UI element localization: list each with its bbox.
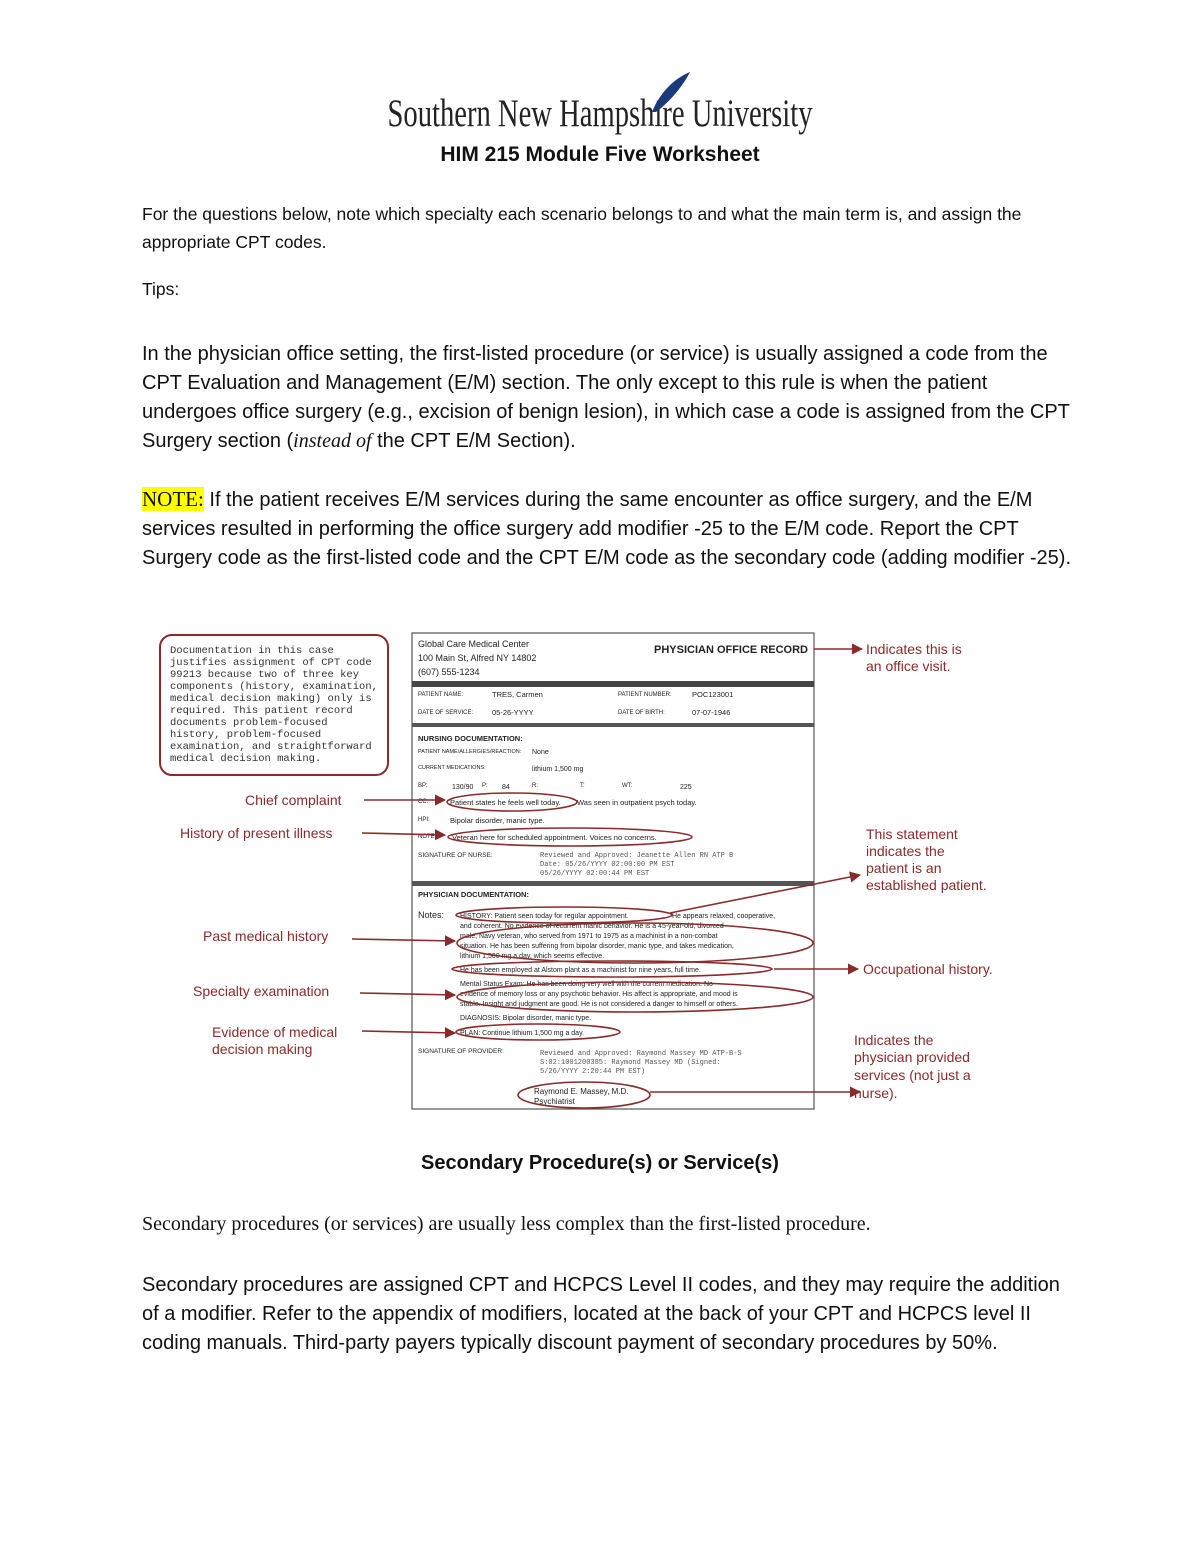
exam-line: stable. Insight and judgment are good. He is not considered a danger to himself or others. bbox=[460, 1001, 738, 1008]
record-phone: (607) 555-1234 bbox=[418, 667, 480, 677]
rule-text-2: the CPT E/M Section). bbox=[371, 430, 576, 452]
callout-line: components (history, examination, bbox=[170, 681, 378, 693]
university-name: Southern New Hampshire University bbox=[387, 92, 813, 135]
physician-office-record-figure bbox=[140, 625, 1040, 1115]
record-org: Global Care Medical Center bbox=[418, 639, 530, 649]
rule-italic: instead of bbox=[293, 430, 372, 452]
provider-name: Raymond E. Massey, M.D. bbox=[534, 1087, 629, 1096]
history-circled: HISTORY: Patient seen today for regular appointment. bbox=[460, 913, 629, 920]
callout-text bbox=[170, 645, 378, 765]
pmh-line: lithium 1,500 mg a day, which seems effective. bbox=[460, 953, 605, 960]
notes-circled: Veteran here for scheduled appointment. Voices no concerns. bbox=[452, 833, 657, 842]
sig-nurse-line: Reviewed and Approved: Jeanette Allen RN ATP B bbox=[540, 852, 734, 860]
hpi-value: Bipolar disorder, manic type. bbox=[450, 816, 545, 825]
label-pmh: Past medical history bbox=[203, 928, 329, 944]
callout-line: examination, and straightforward bbox=[170, 741, 372, 753]
callout-line: 99213 because two of three key bbox=[170, 669, 360, 681]
phys-notes-label: Notes: bbox=[418, 910, 445, 920]
header-bar bbox=[412, 681, 814, 687]
plan-circled: PLAN: Continue lithium 1,500 mg a day. bbox=[460, 1030, 584, 1037]
label-chief-complaint: Chief complaint bbox=[245, 792, 342, 808]
rule-paragraph bbox=[142, 340, 1072, 456]
university-logo bbox=[0, 70, 1200, 136]
callout-line: Documentation in this case bbox=[170, 645, 334, 657]
date-value: 05-26-YYYY bbox=[492, 708, 534, 717]
label-est-1: This statement bbox=[866, 826, 958, 842]
p-value: 84 bbox=[502, 784, 510, 791]
physician-bar bbox=[412, 881, 814, 886]
label-occ: Occupational history. bbox=[863, 961, 993, 977]
worksheet-title: HIM 215 Module Five Worksheet bbox=[440, 143, 760, 166]
sig-provider-label: SIGNATURE OF PROVIDER: bbox=[418, 1048, 504, 1055]
provider-title: Psychiatrist bbox=[534, 1097, 575, 1106]
record-address: 100 Main St, Alfred NY 14802 bbox=[418, 653, 537, 663]
label-est-4: established patient. bbox=[866, 877, 987, 893]
patient-name: TRES, Carmen bbox=[492, 690, 543, 699]
history-rest: He appears relaxed, cooperative, bbox=[672, 913, 776, 920]
label-office-2: an office visit. bbox=[866, 658, 951, 674]
rule-text-1: In the physician office setting, the first-listed procedure (or service) is usually assigned a code from the CPT Evaluation and Management (E/M) section. The only except to this rule is when the patient undergoes office surgery (e.g., excision of benign lesion), in which case a code is assigned from the CPT Surgery section ( bbox=[142, 343, 1070, 452]
nursing-heading: NURSING DOCUMENTATION: bbox=[418, 734, 523, 743]
cc-label: CC: bbox=[418, 799, 429, 805]
sig-provider-line: 5/26/YYYY 2:20:44 PM EST) bbox=[540, 1068, 646, 1076]
record-title: PHYSICIAN OFFICE RECORD bbox=[653, 644, 808, 656]
t-label: T: bbox=[580, 783, 585, 789]
callout-line: justifies assignment of CPT code bbox=[170, 657, 372, 669]
label-hpi: History of present illness bbox=[180, 825, 333, 841]
diagnosis: DIAGNOSIS: Bipolar disorder, manic type. bbox=[460, 1015, 592, 1022]
pmh-line: situation. He has been suffering from bipolar disorder, manic type, and takes medication, bbox=[460, 943, 734, 950]
label-est-3: patient is an bbox=[866, 860, 942, 876]
section-bar bbox=[412, 723, 814, 727]
p-label: P: bbox=[482, 783, 488, 789]
cc-circled: Patient states he feels well today. bbox=[450, 798, 561, 807]
wt-value: 225 bbox=[680, 784, 692, 791]
meds-value: lithium 1,500 mg bbox=[532, 766, 584, 773]
note-label: NOTE: bbox=[142, 487, 204, 511]
pmh-line: male, Navy veteran, who served from 1971 to 1975 as a machinist in a non-combat bbox=[460, 933, 718, 940]
pmh-line: and coherent. No evidence of recurrent manic behavior. He is a 45-year-old, divorced bbox=[460, 923, 724, 930]
date-label: DATE OF SERVICE: bbox=[418, 710, 474, 716]
secondary-paragraph-2: Secondary procedures are assigned CPT and HCPCS Level II codes, and they may require the addition of a modifier. Refer to the appendix of modifiers, located at the back of your CPT and HCPCS level II coding manuals. Third-party payers typically discount payment of secondary procedures by 50%. bbox=[142, 1274, 1060, 1354]
label-office-1: Indicates this is bbox=[866, 641, 962, 657]
exam-line: evidence of memory loss or any psychotic behavior. His affect is appropriate, and mood is bbox=[460, 991, 738, 998]
note-paragraph bbox=[142, 485, 1072, 573]
bp-value: 130/90 bbox=[452, 784, 474, 791]
r-label: R: bbox=[532, 783, 538, 789]
meds-label: CURRENT MEDICATIONS: bbox=[418, 765, 486, 771]
sig-nurse-label: SIGNATURE OF NURSE: bbox=[418, 852, 493, 859]
secondary-paragraph-1: Secondary procedures (or services) are usually less complex than the first-listed procedure. bbox=[142, 1213, 871, 1235]
label-mdm-1: Evidence of medical bbox=[212, 1024, 338, 1040]
exam-line: Mental Status Exam: He has been doing very well with the current medication. No bbox=[460, 981, 713, 988]
callout-line: medical decision making. bbox=[170, 753, 322, 765]
allergies-label: PATIENT NAME/ALLERGIES/REACTION: bbox=[418, 749, 522, 755]
bp-label: BP: bbox=[418, 783, 428, 789]
sig-provider-line: Reviewed and Approved: Raymond Massey MD ATP-B-S bbox=[540, 1050, 742, 1058]
cc-rest: Was seen in outpatient psych today. bbox=[577, 798, 697, 807]
label-phys-4: nurse). bbox=[854, 1085, 898, 1101]
label-exam: Specialty examination bbox=[193, 983, 330, 999]
label-phys-2: physician provided bbox=[854, 1049, 970, 1065]
sig-provider-line: S:02:1001200385: Raymond Massey MD (Signed: bbox=[540, 1059, 721, 1067]
label-est-2: indicates the bbox=[866, 843, 945, 859]
allergies-value: None bbox=[532, 749, 549, 756]
notes-label: NOTES: bbox=[418, 834, 441, 840]
patient-number-label: PATIENT NUMBER: bbox=[618, 692, 672, 698]
hpi-label: HPI: bbox=[418, 817, 430, 823]
sig-nurse-line: 05/26/YYYY 02:00:44 PM EST bbox=[540, 870, 650, 878]
label-phys-3: services (not just a bbox=[854, 1067, 971, 1083]
callout-line: required. This patient record bbox=[170, 705, 353, 717]
wt-label: WT: bbox=[622, 783, 633, 789]
phys-heading: PHYSICIAN DOCUMENTATION: bbox=[418, 890, 529, 899]
dob-value: 07-07-1946 bbox=[692, 708, 731, 717]
patient-name-label: PATIENT NAME: bbox=[418, 692, 464, 698]
callout-line: medical decision making) only is bbox=[170, 693, 372, 705]
note-text: If the patient receives E/M services during the same encounter as office surgery, and the E/M services resulted in performing the office surgery add modifier -25 to the E/M code. Report the CPT Surgery code as the first-listed code and the CPT E/M code as the secondary code (adding modifier -25). bbox=[142, 489, 1072, 569]
secondary-heading: Secondary Procedure(s) or Service(s) bbox=[421, 1152, 779, 1174]
callout-line: history, problem-focused bbox=[170, 729, 322, 741]
intro-paragraph: For the questions below, note which specialty each scenario belongs to and what the main term is, and assign the appropriate CPT codes. bbox=[142, 204, 1022, 252]
label-phys-1: Indicates the bbox=[854, 1032, 934, 1048]
occ-circled: He has been employed at Alstom plant as a machinist for nine years, full time. bbox=[460, 967, 701, 974]
sig-nurse-line: Date: 05/26/YYYY 02:00:00 PM EST bbox=[540, 861, 675, 869]
label-mdm-2: decision making bbox=[212, 1041, 313, 1057]
callout-line: documents problem-focused bbox=[170, 717, 328, 729]
tips-label: Tips: bbox=[142, 279, 180, 299]
dob-label: DATE OF BIRTH: bbox=[618, 710, 665, 716]
patient-number: POC123001 bbox=[692, 690, 734, 699]
